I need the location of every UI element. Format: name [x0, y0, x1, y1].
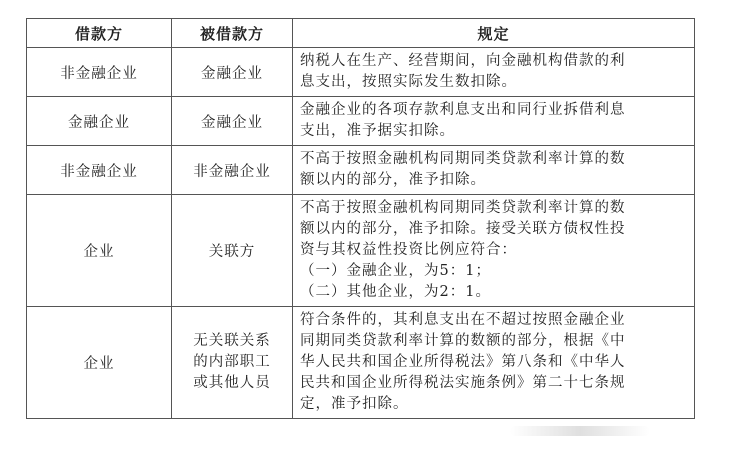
rule-line: 息支出，按照实际发生数扣除。	[300, 74, 517, 90]
rule-line: 民共和国企业所得税法实施条例》第二十七条规	[300, 375, 626, 391]
rule-line: 定，准予扣除。	[300, 396, 409, 412]
rule-cell	[293, 307, 695, 419]
lender-cell: 企业	[27, 307, 172, 419]
rule-line: 支出，准予据实扣除。	[300, 123, 455, 139]
header-row	[27, 19, 695, 48]
rule-line: 同期同类贷款利率计算的数额的部分，根据《中	[300, 333, 626, 349]
rule-line: （一）金融企业，为5：1；	[300, 263, 491, 279]
table-row	[27, 48, 695, 97]
borrower-line: 无关联关系	[193, 333, 271, 349]
table-row	[27, 307, 695, 419]
borrower-cell	[172, 307, 293, 419]
rule-line: 华人民共和国企业所得税法》第八条和《中华人	[300, 354, 626, 370]
loan-interest-deduction-table	[26, 18, 695, 419]
blurred-watermark	[510, 426, 650, 436]
borrower-cell: 关联方	[172, 195, 293, 307]
table-row	[27, 195, 695, 307]
header-borrower: 被借款方	[172, 19, 293, 48]
lender-cell: 非金融企业	[27, 48, 172, 97]
lender-cell: 企业	[27, 195, 172, 307]
rule-line: 不高于按照金融机构同期同类贷款利率计算的数	[300, 151, 626, 167]
rule-cell	[293, 146, 695, 195]
borrower-cell: 非金融企业	[172, 146, 293, 195]
borrower-multiline	[193, 331, 271, 394]
rule-line: 额以内的部分，准予扣除。	[300, 172, 486, 188]
rule-line: （二）其他企业，为2：1。	[300, 284, 491, 300]
rule-line: 资与其权益性投资比例应符合：	[300, 242, 517, 258]
header-rule: 规定	[293, 19, 695, 48]
borrower-line: 或其他人员	[193, 375, 271, 391]
rule-cell	[293, 195, 695, 307]
rule-line: 符合条件的，其利息支出在不超过按照金融企业	[300, 312, 626, 328]
rule-line: 不高于按照金融机构同期同类贷款利率计算的数	[300, 200, 626, 216]
borrower-cell: 金融企业	[172, 48, 293, 97]
lender-cell: 非金融企业	[27, 146, 172, 195]
table-row	[27, 146, 695, 195]
rule-line: 纳税人在生产、经营期间，向金融机构借款的利	[300, 53, 626, 69]
borrower-cell: 金融企业	[172, 97, 293, 146]
rule-line: 金融企业的各项存款利息支出和同行业拆借利息	[300, 102, 626, 118]
header-lender: 借款方	[27, 19, 172, 48]
rule-cell	[293, 97, 695, 146]
table-row	[27, 97, 695, 146]
borrower-line: 的内部职工	[193, 354, 271, 370]
rule-line: 额以内的部分，准予扣除。接受关联方债权性投	[300, 221, 626, 237]
rule-cell	[293, 48, 695, 97]
lender-cell: 金融企业	[27, 97, 172, 146]
